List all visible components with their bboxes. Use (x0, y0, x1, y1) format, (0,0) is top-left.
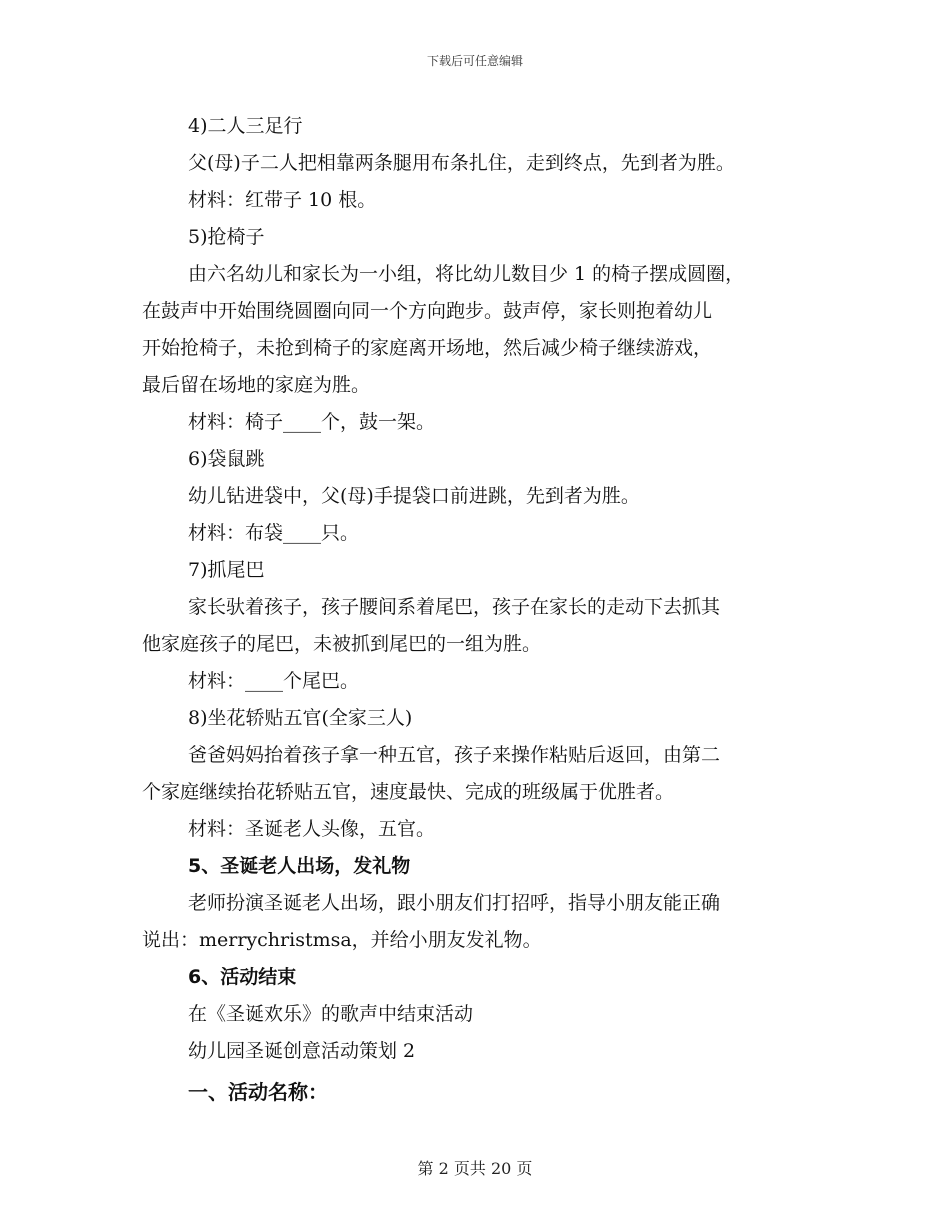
materials-line: 材料：椅子____个，鼓一架。 (188, 411, 436, 433)
paragraph-line: 在鼓声中开始围绕圆圈向同一个方向跑步。鼓声停，家长则抱着幼儿 (142, 300, 713, 322)
paragraph-line: 由六名幼儿和家长为一小组，将比幼儿数目少 1 的椅子摆成圆圈， (188, 263, 745, 285)
item-heading-6: 6)袋鼠跳 (188, 448, 265, 470)
section-heading-one: 一、活动名称： (188, 1080, 328, 1104)
materials-line: 材料：圣诞老人头像，五官。 (188, 818, 436, 840)
paragraph-line: 开始抢椅子，未抢到椅子的家庭离开场地，然后减少椅子继续游戏， (142, 337, 713, 359)
document-subtitle: 幼儿园圣诞创意活动策划 2 (188, 1040, 416, 1062)
paragraph-line: 老师扮演圣诞老人出场，跟小朋友们打招呼，指导小朋友能正确 (188, 892, 721, 914)
paragraph-line: 家长驮着孩子，孩子腰间系着尾巴，孩子在家长的走动下去抓其 (188, 596, 721, 618)
page-number-footer: 第 2 页共 20 页 (417, 1159, 533, 1178)
paragraph-line: 父(母)子二人把相靠两条腿用布条扎住，走到终点，先到者为胜。 (188, 152, 735, 174)
paragraph-line: 他家庭孩子的尾巴，未被抓到尾巴的一组为胜。 (142, 633, 542, 655)
document-body (142, 108, 810, 1111)
materials-line: 材料：红带子 10 根。 (188, 189, 377, 211)
item-heading-4: 4)二人三足行 (188, 115, 303, 137)
page-header: 下载后可任意编辑 (426, 54, 523, 68)
section-heading-5: 5、圣诞老人出场，发礼物 (188, 855, 411, 877)
section-heading-6: 6、活动结束 (188, 966, 297, 988)
paragraph-line: 个家庭继续抬花轿贴五官，速度最快、完成的班级属于优胜者。 (142, 781, 675, 803)
item-heading-7: 7)抓尾巴 (188, 559, 265, 581)
paragraph-line: 幼儿钻进袋中，父(母)手提袋口前进跳，先到者为胜。 (188, 485, 640, 507)
materials-line: 材料：____个尾巴。 (188, 670, 360, 692)
materials-line: 材料：布袋____只。 (188, 522, 360, 544)
paragraph-line: 爸爸妈妈抬着孩子拿一种五官，孩子来操作粘贴后返回，由第二 (188, 744, 721, 766)
paragraph-line: 在《圣诞欢乐》的歌声中结束活动 (188, 1003, 474, 1025)
paragraph-line: 最后留在场地的家庭为胜。 (142, 374, 371, 396)
paragraph-line: 说出：merrychristmsa，并给小朋友发礼物。 (142, 929, 542, 951)
item-heading-8: 8)坐花轿贴五官(全家三人) (188, 707, 413, 729)
item-heading-5: 5)抢椅子 (188, 226, 265, 248)
